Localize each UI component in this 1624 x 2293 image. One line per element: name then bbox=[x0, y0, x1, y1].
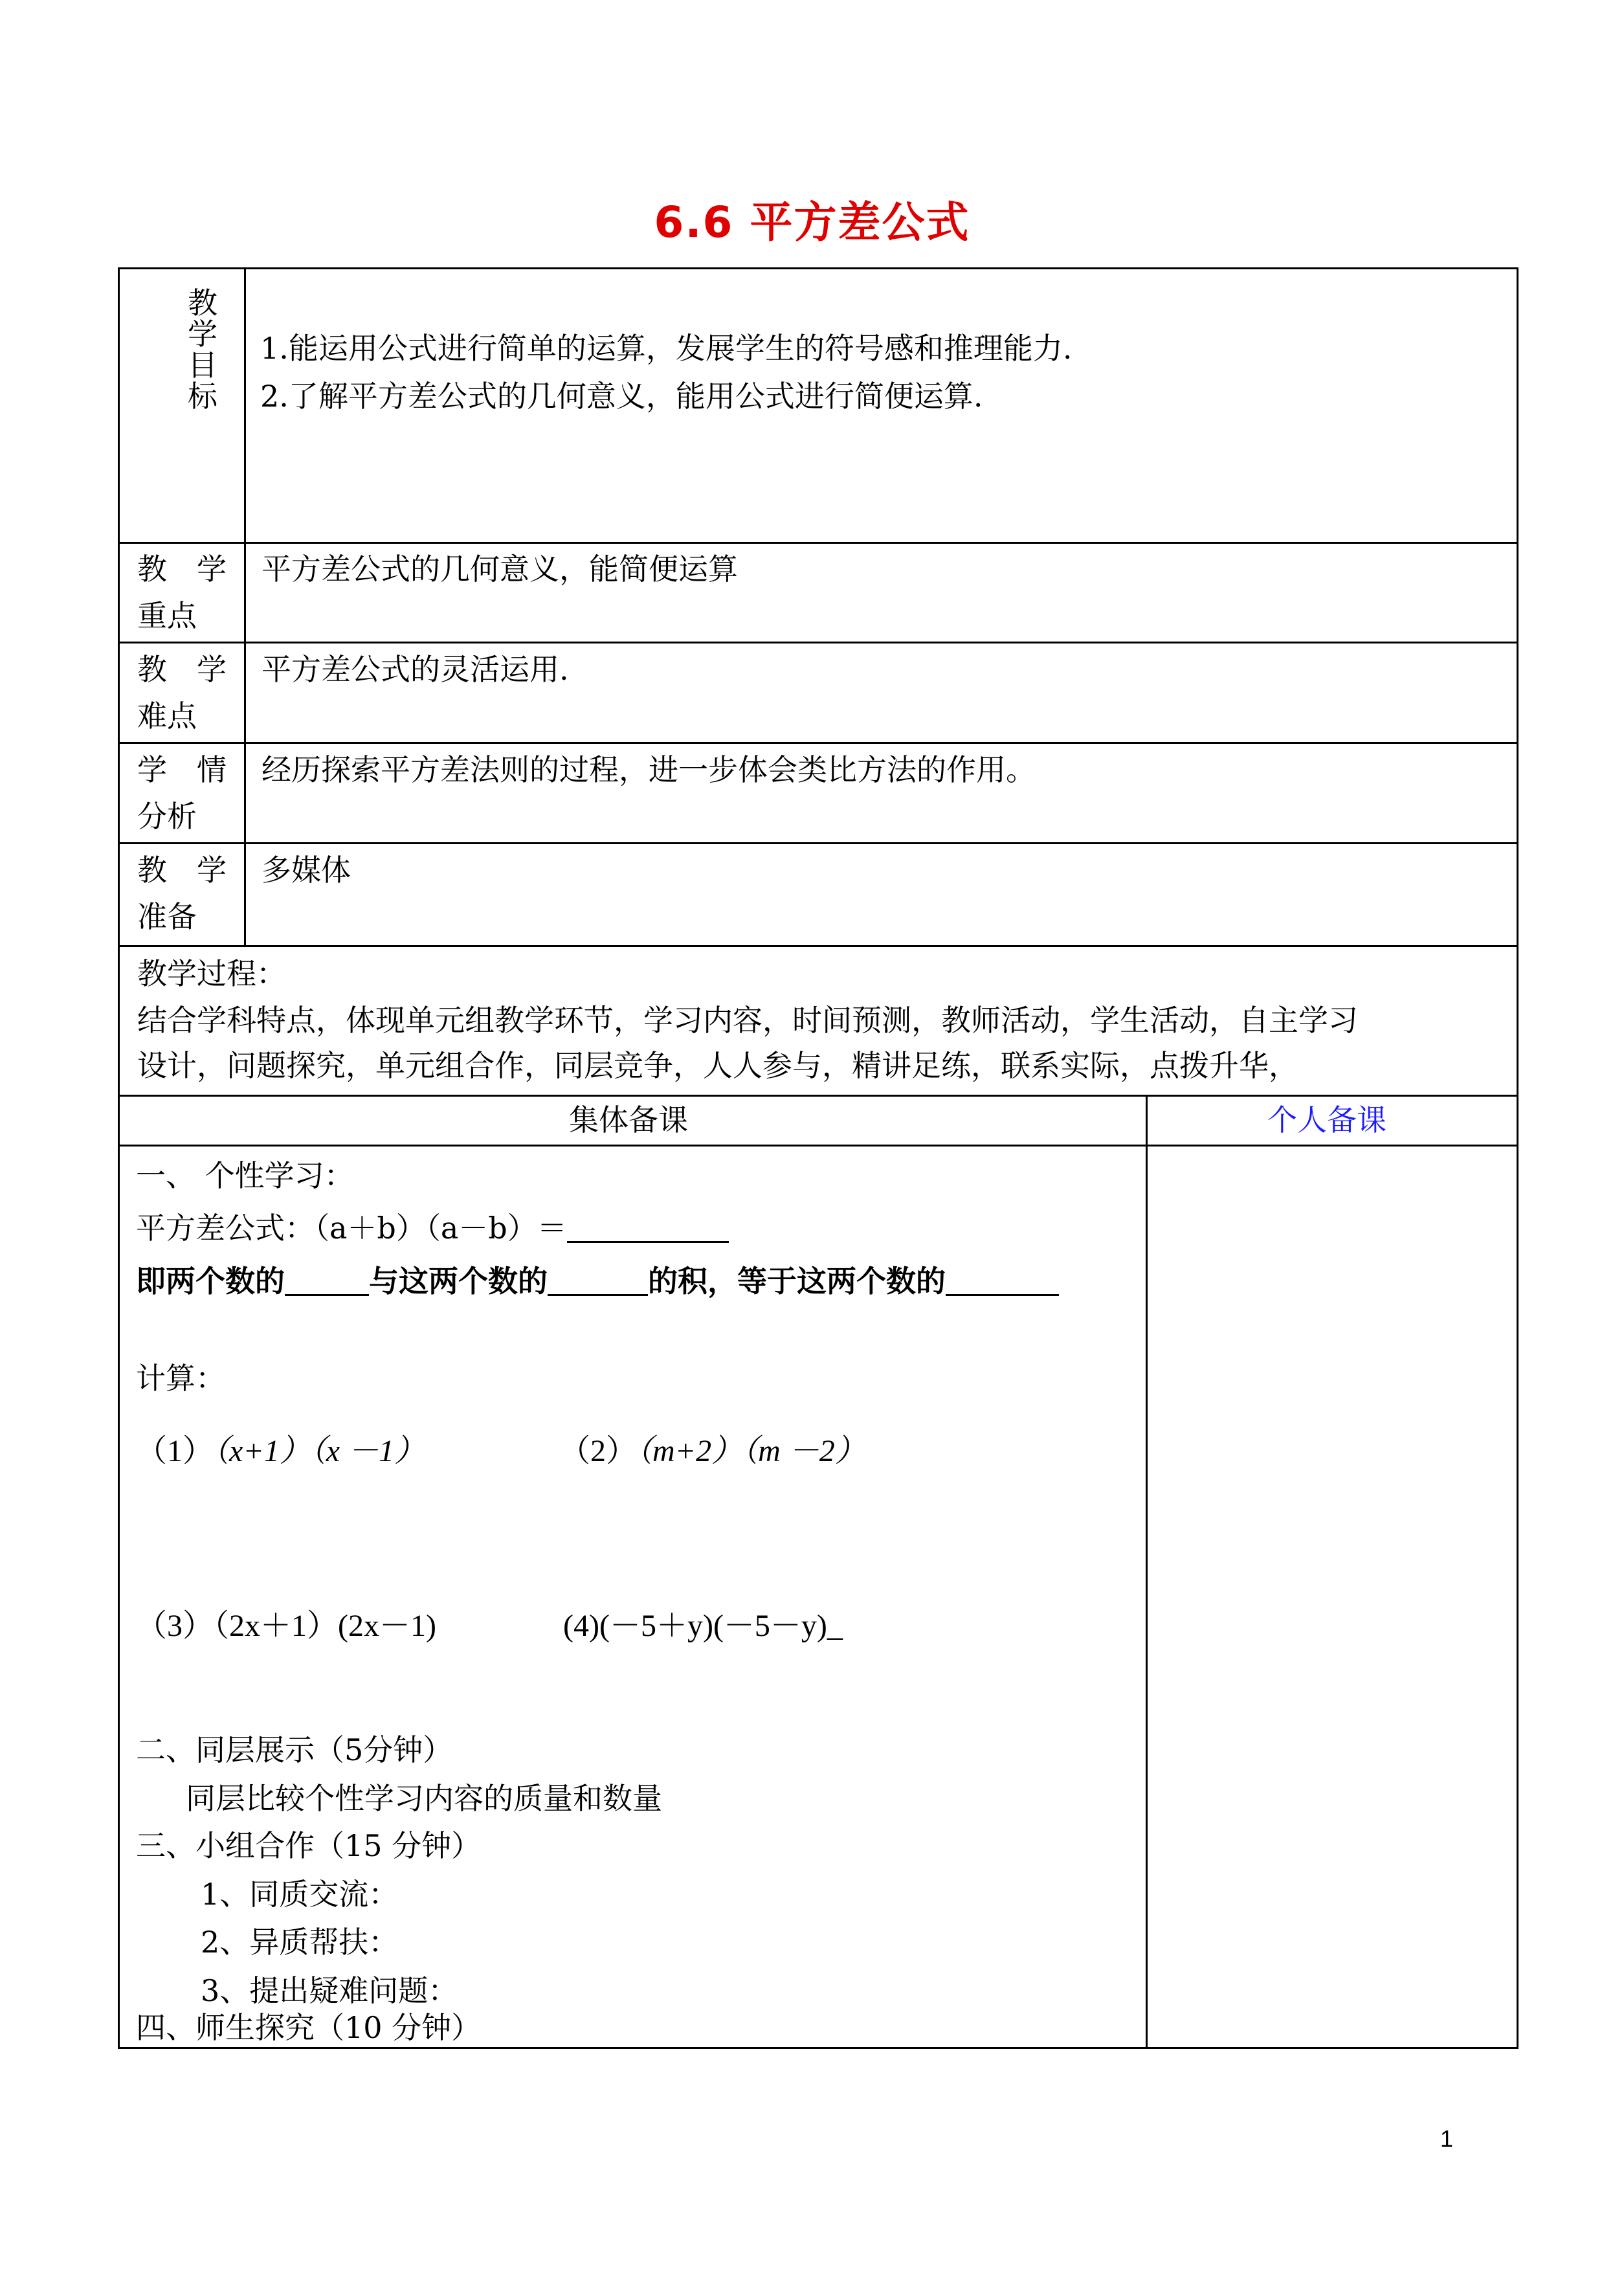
section-3-item: 1、同质交流： bbox=[201, 1877, 399, 1912]
personal-header: 个人备课 bbox=[1267, 1102, 1386, 1137]
formula-line bbox=[136, 1211, 729, 1246]
key-points-content: 平方差公式的几何意义，能简便运算 bbox=[261, 552, 738, 587]
row-divider bbox=[118, 542, 1518, 544]
section-3-heading: 三、小组合作（15 分钟） bbox=[136, 1828, 482, 1863]
analysis-label-top: 学 情 bbox=[137, 752, 227, 787]
exercise-3: （3）（2x＋1）(2x－1) bbox=[136, 1609, 436, 1643]
section-1-heading: 一、 个性学习： bbox=[136, 1158, 354, 1193]
personal-column-divider bbox=[1146, 1095, 1148, 2049]
page-number: 1 bbox=[1440, 2125, 1454, 2152]
row-divider bbox=[118, 945, 1518, 947]
table-border-top bbox=[118, 267, 1518, 269]
section-2-heading: 二、同层展示（5分钟） bbox=[136, 1732, 453, 1767]
row-divider bbox=[118, 1095, 1518, 1097]
objective-line: 2.了解平方差公式的几何意义，能用公式进行简便运算. bbox=[260, 379, 983, 414]
section-3-item: 2、异质帮扶： bbox=[201, 1925, 399, 1960]
difficulties-content: 平方差公式的灵活运用. bbox=[261, 652, 569, 687]
lesson-plan-table bbox=[118, 267, 1518, 2049]
preparation-label-bottom: 准备 bbox=[137, 899, 197, 934]
answer-blank bbox=[548, 1264, 648, 1296]
objective-line: 1.能运用公式进行简单的运算，发展学生的符号感和推理能力. bbox=[260, 331, 1073, 366]
process-line: 设计，问题探究，单元组合作，同层竞争，人人参与，精讲足练，联系实际，点拨升华， bbox=[137, 1048, 1298, 1083]
label-column-divider bbox=[244, 267, 246, 947]
preparation-content: 多媒体 bbox=[261, 853, 351, 888]
objectives-label-char: 标 bbox=[188, 379, 217, 414]
fill-text: 与这两个数的 bbox=[369, 1264, 548, 1299]
fill-text: 即两个数的 bbox=[136, 1264, 285, 1299]
table-border-left bbox=[118, 267, 120, 2049]
row-divider bbox=[118, 1145, 1518, 1146]
objectives-label-char: 学 bbox=[188, 317, 217, 352]
key-points-label-bottom: 重点 bbox=[137, 598, 197, 633]
exercise-2 bbox=[559, 1436, 866, 1467]
exercise-label: （2） bbox=[559, 1434, 638, 1468]
formula-text: 平方差公式：（a＋b）（a－b）＝ bbox=[136, 1211, 567, 1246]
collective-header: 集体备课 bbox=[569, 1102, 688, 1137]
difficulties-label-top: 教 学 bbox=[137, 652, 227, 687]
table-border-right bbox=[1517, 267, 1518, 2049]
row-divider bbox=[118, 642, 1518, 643]
fill-in-sentence bbox=[136, 1264, 1059, 1299]
fill-text: 的积，等于这两个数的 bbox=[648, 1264, 946, 1299]
analysis-label-bottom: 分析 bbox=[137, 799, 197, 834]
exercise-4: (4)(－5＋y)(－5－y)_ bbox=[563, 1609, 843, 1643]
analysis-content: 经历探索平方差法则的过程，进一步体会类比方法的作用。 bbox=[261, 752, 1036, 787]
answer-blank bbox=[567, 1211, 729, 1243]
section-3-item: 3、提出疑难问题： bbox=[201, 1973, 458, 2008]
answer-blank bbox=[285, 1264, 369, 1296]
exercise-expression: （m+2）（m －2） bbox=[637, 1434, 866, 1468]
table-border-bottom bbox=[118, 2047, 1518, 2049]
answer-blank bbox=[946, 1264, 1059, 1296]
exercise-expression: （x+1）（x －1） bbox=[214, 1434, 426, 1468]
exercise-1 bbox=[136, 1436, 425, 1467]
section-4-heading: 四、师生探究（10 分钟） bbox=[136, 2010, 482, 2045]
page-title: 6.6 平方差公式 bbox=[654, 197, 970, 247]
key-points-label-top: 教 学 bbox=[137, 552, 227, 587]
objectives-label-char: 教 bbox=[188, 285, 217, 320]
calc-heading: 计算： bbox=[136, 1361, 225, 1396]
difficulties-label-bottom: 难点 bbox=[137, 699, 197, 733]
section-2-text: 同层比较个性学习内容的质量和数量 bbox=[186, 1781, 662, 1816]
process-line: 结合学科特点，体现单元组教学环节，学习内容，时间预测，教师活动，学生活动，自主学习 bbox=[137, 1003, 1358, 1038]
row-divider bbox=[118, 742, 1518, 744]
exercise-label: （1） bbox=[136, 1434, 214, 1468]
process-heading: 教学过程： bbox=[137, 956, 286, 991]
preparation-label-top: 教 学 bbox=[137, 853, 227, 888]
objectives-label-char: 目 bbox=[188, 348, 217, 383]
row-divider bbox=[118, 842, 1518, 844]
